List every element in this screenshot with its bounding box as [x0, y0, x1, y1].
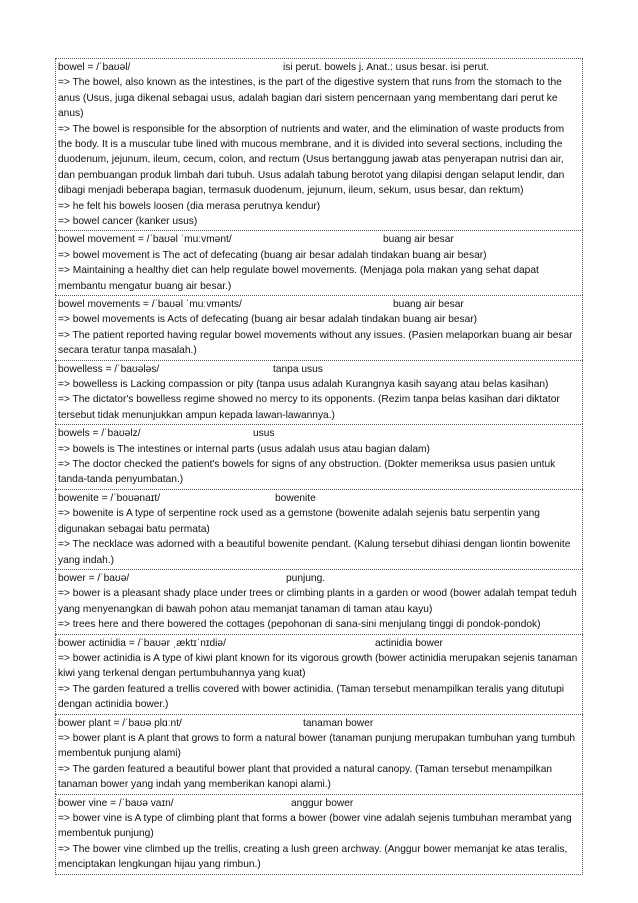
dictionary-entry — [55, 424, 583, 489]
entry-headword: bowels = /ˈbaʊəlz/ — [58, 428, 141, 440]
entry-line: => The bowel, also known as the intestines, is the part of the digestive system that runs from the stomach to the anus (Usus, juga dikenal sebagai usus, adalah bagian dari sistem pencernaan yang membentang dari perut ke anus) — [58, 77, 562, 120]
dictionary-entry — [55, 714, 583, 794]
entry-translation: usus — [253, 428, 275, 440]
dictionary-page — [55, 58, 583, 875]
entry-translation: isi perut. bowels j. Anat.: usus besar. isi perut. — [283, 62, 490, 73]
entry-headword: bower actinidia = /ˈbaʊər ˌæktɪˈnɪdiə/ — [58, 637, 226, 649]
entry-line: => bower vine is A type of climbing plant that forms a bower (bower vine adalah sejenis tumbuhan merambat yang membentuk punjung) — [58, 812, 572, 840]
dictionary-entry — [55, 489, 583, 569]
entry-line: => The bower vine climbed up the trellis, creating a lush green archway. (Anggur bower memanjat ke atas teralis, menciptakan lengkungan hijau yang rimbun.) — [58, 843, 568, 871]
entry-translation: tanaman bower — [303, 717, 374, 729]
entry-line: => The patient reported having regular bowel movements without any issues. (Pasien melaporkan buang air besar secara teratur tanpa masalah.) — [58, 329, 573, 357]
entry-headword: bowel = /ˈbaʊəl/ — [58, 62, 131, 73]
entry-line: => bower actinidia is A type of kiwi plant known for its vigorous growth (bower actinidia merupakan sejenis tanaman kiwi yang terkenal dengan pertumbuhannya yang kuat) — [58, 652, 578, 680]
entry-translation: actinidia bower — [375, 637, 443, 649]
entry-head — [58, 426, 580, 441]
entry-line: => The necklace was adorned with a beautiful bowenite pendant. (Kalung tersebut dihiasi dengan liontin bowenite yang indah.) — [58, 539, 571, 566]
dictionary-entry — [55, 569, 583, 634]
entry-head — [58, 60, 580, 75]
entry-head — [58, 571, 580, 586]
entry-line: => The doctor checked the patient's bowels for signs of any obstruction. (Dokter memeriksa usus pasien untuk tanda-tanda penyumbatan.) — [58, 459, 556, 486]
entry-head — [58, 716, 580, 731]
entry-head — [58, 232, 580, 247]
entry-head — [58, 796, 580, 811]
entry-headword: bowelless = /ˈbaʊələs/ — [58, 363, 160, 375]
entry-head — [58, 636, 580, 651]
dictionary-entry — [55, 634, 583, 714]
entry-headword: bowel movement = /ˈbaʊəl ˈmuːvmənt/ — [58, 234, 232, 246]
entry-line: => bowenite is A type of serpentine rock used as a gemstone (bowenite adalah sejenis batu serpentin yang digunakan sebagai batu permata) — [58, 508, 540, 535]
entry-line: => bowel cancer (kanker usus) — [58, 216, 198, 228]
entry-line: => bowels is The intestines or internal parts (usus adalah usus atau bagian dalam) — [58, 443, 430, 455]
entry-head — [58, 297, 580, 312]
entry-line: => Maintaining a healthy diet can help regulate bowel movements. (Menjaga pola makan yang sehat dapat membantu mengatur buang air besar.) — [58, 265, 539, 292]
entry-line: => he felt his bowels loosen (dia merasa perutnya kendur) — [58, 200, 321, 212]
entry-line: => The garden featured a trellis covered with bower actinidia. (Taman tersebut menampilkan teralis yang ditutupi dengan actinidia bower.) — [58, 683, 565, 711]
entry-line: => The dictator's bowelless regime showed no mercy to its opponents. (Rezim tanpa belas kasihan dari diktator tersebut tidak menunjukkan ampun kepada lawan-lawannya.) — [58, 394, 560, 421]
entry-line: => bower is a pleasant shady place under trees or climbing plants in a garden or wood (bower adalah tempat teduh yang menyenangkan di bawah pohon atau memanjat tanaman di taman atau kayu) — [58, 588, 577, 615]
entry-translation: anggur bower — [291, 797, 354, 809]
entry-line: => bowelless is Lacking compassion or pity (tanpa usus adalah Kurangnya kasih sayang atau belas kasihan) — [58, 379, 549, 391]
dictionary-entry — [55, 295, 583, 360]
entry-translation: buang air besar — [393, 299, 464, 311]
entry-headword: bower plant = /ˈbaʊə plɑːnt/ — [58, 717, 182, 729]
entry-line: => trees here and there bowered the cottages (pepohonan di sana-sini menjulang tinggi di pondok-pondok) — [58, 619, 541, 631]
entry-line: => bowel movement is The act of defecating (buang air besar adalah tindakan buang air besar) — [58, 249, 487, 261]
entry-line: => The bowel is responsible for the absorption of nutrients and water, and the elimination of waste products from the body. It is a muscular tube lined with mucous membrane, and it is divided into several sections, including the duodenum, jejunum, ileum, cecum, colon, and rectum (Usus bertanggung jawab atas penyerapan nutrisi dan air, dan pembuangan produk limbah dari tubuh. Usus adalah tabung berotot yang dilapisi dengan selaput lendir, dan dibagi menjadi beberapa bagian, termasuk duodenum, jejunum, ileum, sekum, usus besar, dan rektum) — [58, 123, 565, 197]
entry-translation: tanpa usus — [273, 363, 323, 375]
dictionary-entry — [55, 58, 583, 230]
entry-headword: bower = /ˈbaʊə/ — [58, 572, 130, 584]
entry-head — [58, 362, 580, 377]
entry-translation: bowenite — [275, 492, 316, 504]
entry-headword: bowel movements = /ˈbaʊəl ˈmuːvmənts/ — [58, 299, 242, 311]
entry-translation: buang air besar — [383, 234, 454, 246]
dictionary-entry — [55, 794, 583, 875]
entry-line: => bowel movements is Acts of defecating (buang air besar adalah tindakan buang air besar) — [58, 314, 478, 326]
entry-headword: bowenite = /ˈboʊənaɪt/ — [58, 492, 161, 504]
entry-headword: bower vine = /ˈbaʊə vaɪn/ — [58, 797, 174, 809]
dictionary-entry — [55, 230, 583, 295]
entry-line: => The garden featured a beautiful bower plant that provided a natural canopy. (Taman tersebut menampilkan tanaman bower yang indah yang memberikan kanopi alami.) — [58, 763, 553, 791]
entry-line: => bower plant is A plant that grows to form a natural bower (tanaman punjung merupakan tumbuhan yang tumbuh membentuk punjung alami) — [58, 732, 576, 760]
entry-translation: punjung. — [286, 572, 326, 584]
dictionary-entry — [55, 360, 583, 425]
entry-head — [58, 491, 580, 506]
